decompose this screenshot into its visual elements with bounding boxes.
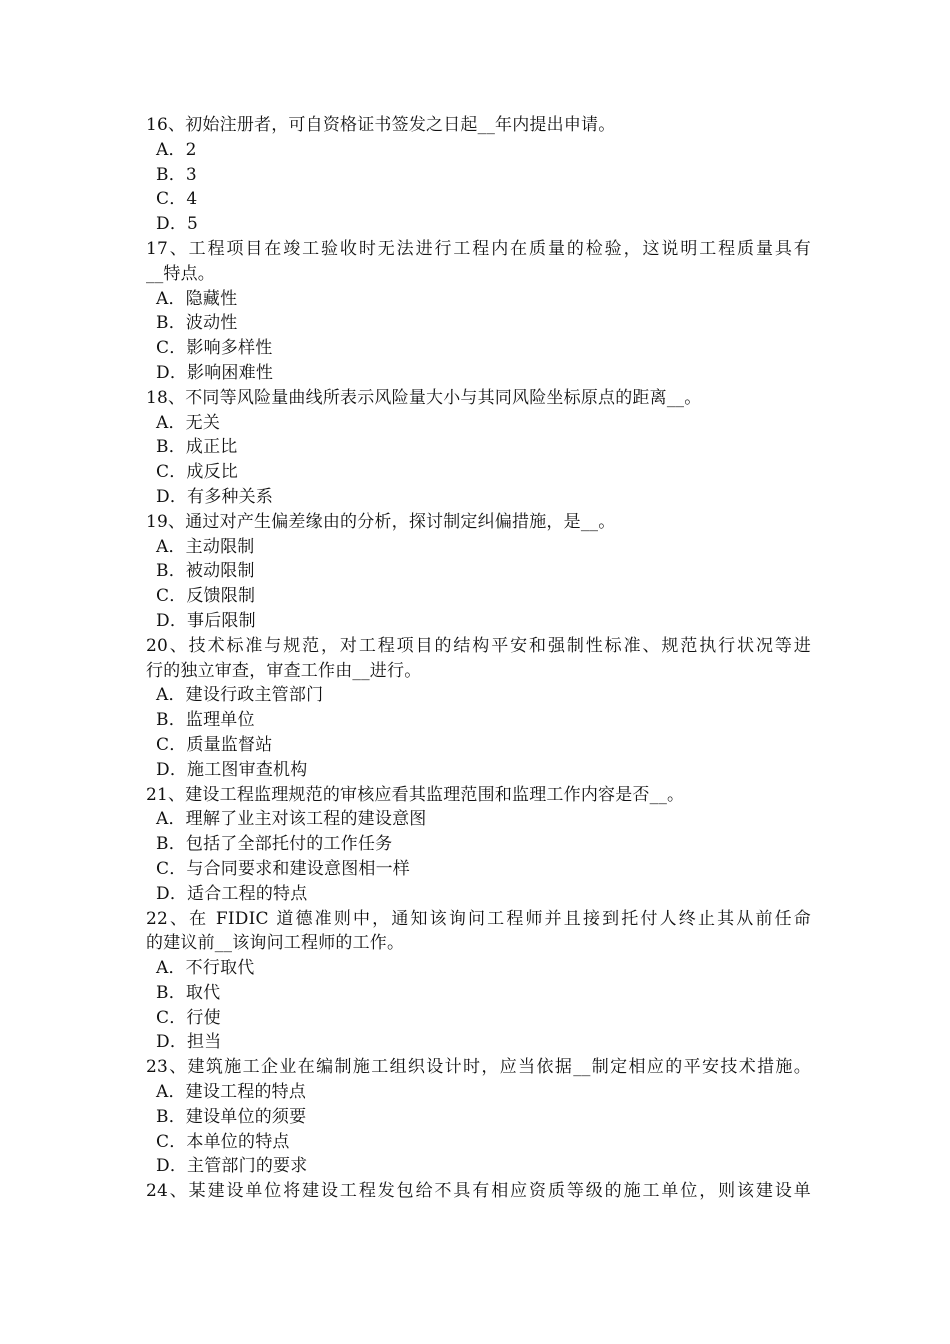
question-22: 22、在 FIDIC 道德准则中，通知该询问工程师并且接到托付人终止其从前任命	[146, 908, 811, 929]
option-22-c: C．行使	[156, 1007, 221, 1028]
option-19-a: A．主动限制	[156, 536, 255, 557]
option-16-b: B．3	[156, 164, 197, 185]
option-17-a: A．隐藏性	[156, 288, 238, 309]
question-20: 20、技术标准与规范，对工程项目的结构平安和强制性标准、规范执行状况等进	[146, 635, 811, 656]
question-21: 21、建设工程监理规范的审核应看其监理范围和监理工作内容是否__。	[146, 784, 685, 805]
option-23-d: D．主管部门的要求	[156, 1156, 308, 1177]
question-16: 16、初始注册者，可自资格证书签发之日起__年内提出申请。	[146, 115, 616, 135]
question-18: 18、不同等风险量曲线所表示风险量大小与其同风险坐标原点的距离__。	[146, 387, 702, 408]
option-19-d: D．事后限制	[156, 610, 256, 631]
option-23-b: B．建设单位的须要	[156, 1106, 307, 1127]
question-19: 19、通过对产生偏差缘由的分析，探讨制定纠偏措施，是__。	[146, 511, 616, 532]
question-17-cont: __特点。	[146, 263, 215, 284]
question-22-cont: 的建议前__该询问工程师的工作。	[146, 933, 405, 954]
option-18-c: C．成反比	[156, 462, 239, 483]
question-20-cont: 行的独立审查，审查工作由__进行。	[146, 660, 422, 681]
document-page	[146, 113, 811, 1204]
option-16-a: A．2	[156, 139, 197, 160]
option-22-d: D．担当	[156, 1032, 222, 1053]
question-24: 24、某建设单位将建设工程发包给不具有相应资质等级的施工单位，则该建设单	[146, 1181, 811, 1202]
option-23-c: C．本单位的特点	[156, 1131, 290, 1152]
option-21-d: D．适合工程的特点	[156, 883, 308, 904]
option-16-c: C．4	[156, 189, 198, 210]
option-16-d: D．5	[156, 214, 199, 235]
option-20-b: B．监理单位	[156, 710, 255, 731]
option-21-a: A．理解了业主对该工程的建设意图	[156, 809, 427, 830]
option-18-d: D．有多种关系	[156, 486, 274, 507]
question-23: 23、建筑施工企业在编制施工组织设计时，应当依据__制定相应的平安技术措施。	[146, 1057, 811, 1078]
option-20-c: C．质量监督站	[156, 734, 273, 755]
option-22-b: B．取代	[156, 982, 221, 1003]
option-17-b: B．波动性	[156, 313, 238, 334]
option-20-a: A．建设行政主管部门	[156, 685, 324, 706]
option-22-a: A．不行取代	[156, 958, 255, 979]
option-23-a: A．建设工程的特点	[156, 1082, 307, 1103]
option-18-a: A．无关	[156, 412, 221, 433]
option-20-d: D．施工图审查机构	[156, 759, 308, 780]
option-18-b: B．成正比	[156, 437, 238, 458]
option-17-d: D．影响困难性	[156, 362, 274, 383]
option-19-c: C．反馈限制	[156, 586, 256, 607]
option-19-b: B．被动限制	[156, 561, 255, 582]
question-17: 17、工程项目在竣工验收时无法进行工程内在质量的检验，这说明工程质量具有	[146, 238, 811, 259]
option-21-b: B．包括了全部托付的工作任务	[156, 834, 393, 855]
option-21-c: C．与合同要求和建设意图相一样	[156, 858, 411, 879]
option-17-c: C．影响多样性	[156, 338, 273, 359]
